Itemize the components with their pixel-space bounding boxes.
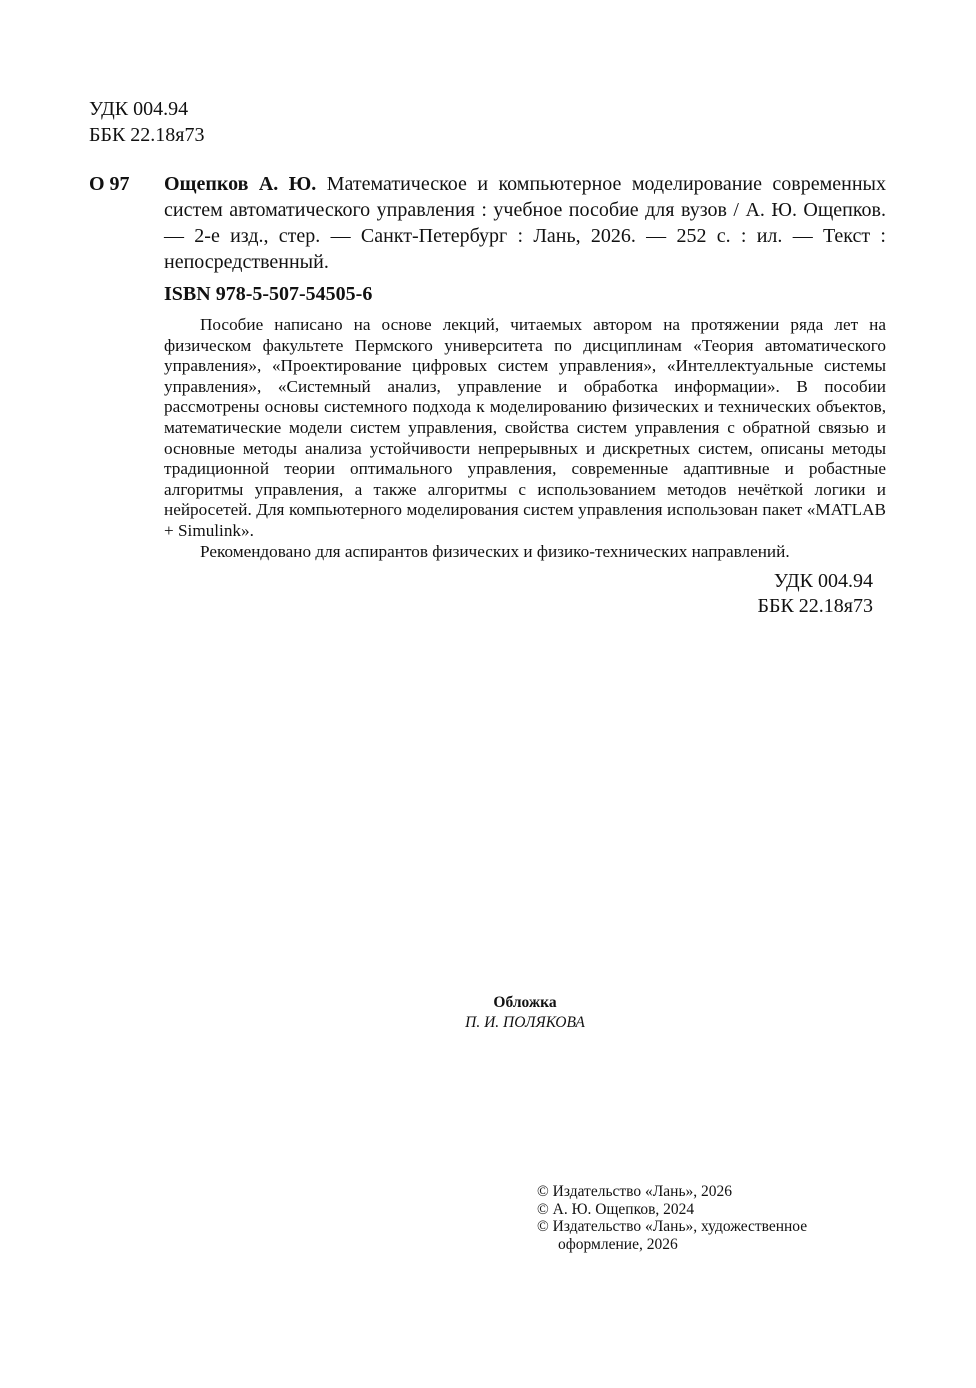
cover-designer: П. И. ПОЛЯКОВА [465,1014,585,1031]
copyright-line-continuation: оформление, 2026 [558,1235,678,1253]
cover-label: Обложка [493,994,557,1011]
copyright-block [537,1183,867,1253]
copyright-line: © Издательство «Лань», художественное [537,1218,808,1235]
author-name: Ощепков А. Ю. [164,173,317,195]
bibliographic-description: Математическое и компьютерное моделирование современных систем автоматического управления : учебное пособие для вузов / А. Ю. Ощепков. — 2-е изд., стер. — Санкт-Петербург : Лань, 2026. — 252 с. : ил. — Текст : непосредственный. [164,173,886,273]
classification-block-top [89,96,205,148]
recommendation-paragraph: Рекомендовано для аспирантов физических и физико-технических направлений. [200,541,790,561]
copyright-line: © А. Ю. Ощепков, 2024 [537,1200,695,1218]
cover-credit [320,993,730,1033]
udk-code-bottom: УДК 004.94 [773,570,873,592]
copyright-line: © Издательство «Лань», 2026 [537,1183,733,1200]
bbk-code: ББК 22.18я73 [89,124,205,146]
isbn: ISBN 978-5-507-54505-6 [164,283,373,305]
abstract [164,315,886,562]
author-mark: О 97 [89,173,130,195]
bibliographic-entry [164,171,886,275]
abstract-paragraph: Пособие написано на основе лекций, читаемых автором на протяжении ряда лет на физическом факультете Пермского университета по дисциплинам «Теория автоматического управления», «Проектирование цифровых систем управления», «Интеллектуальные системы управления», «Системный анализ, управление и обработка информации». В пособии рассмотрены основы системного подхода к моделированию физических и технических объектов, математические модели систем управления, свойства систем управления с обратной связью и основные методы анализа устойчивости непрерывных и дискретных систем, описаны методы традиционной теории оптимального управления, современные адаптивные и робастные алгоритмы управления, а также алгоритмы с использованием методов нечёткой логики и нейросетей. Для компьютерного моделирования систем управления использован пакет «MATLAB + Simulink». [164,315,886,540]
bbk-code-bottom: ББК 22.18я73 [757,595,873,617]
udk-code: УДК 004.94 [89,98,189,120]
classification-block-bottom [700,569,873,619]
